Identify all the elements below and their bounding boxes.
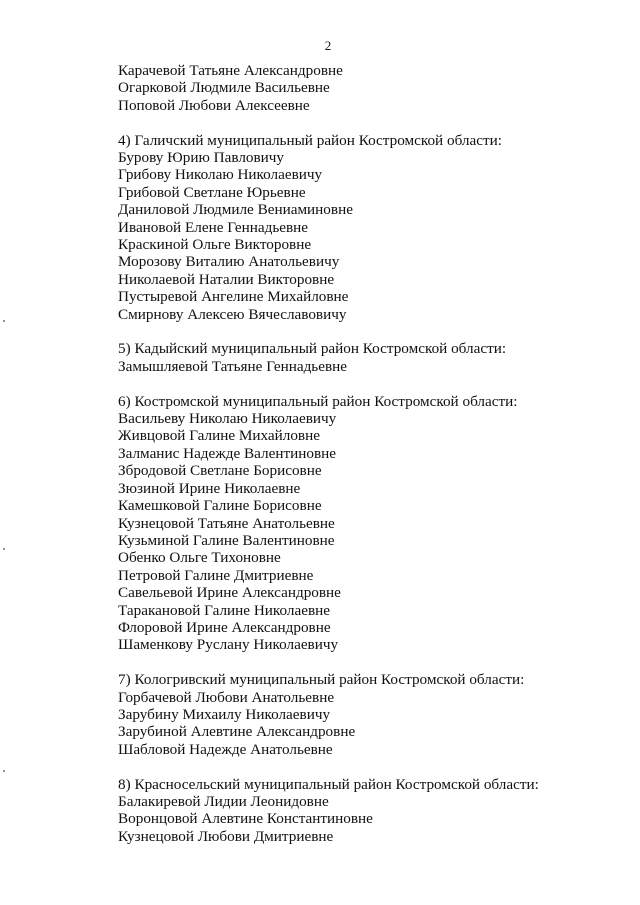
- list-item: Камешковой Галине Борисовне: [118, 497, 322, 515]
- document-body: [118, 62, 618, 845]
- list-item: Савельевой Ирине Александровне: [118, 584, 341, 602]
- scan-artifact: [3, 770, 5, 772]
- scan-artifact: [3, 320, 5, 322]
- list-item: Поповой Любови Алексеевне: [118, 96, 310, 114]
- list-item: Обенко Ольге Тихоновне: [118, 549, 281, 567]
- list-item: Зюзиной Ирине Николаевне: [118, 479, 301, 497]
- list-item: Огарковой Людмиле Васильевне: [118, 79, 330, 97]
- section-kologriv: [118, 671, 618, 758]
- list-item: Смирнову Алексею Вячеславовичу: [118, 305, 347, 323]
- list-item: Шаменкову Руслану Николаевичу: [118, 636, 339, 654]
- list-item: Васильеву Николаю Николаевичу: [118, 410, 337, 428]
- list-item: Таракановой Галине Николаевне: [118, 601, 331, 619]
- list-item: Петровой Галине Дмитриевне: [118, 566, 314, 584]
- list-item: Грибовой Светлане Юрьевне: [118, 183, 306, 201]
- list-item: Морозову Виталию Анатольевичу: [118, 253, 340, 271]
- page-number: 2: [324, 38, 332, 53]
- list-item: Краскиной Ольге Викторовне: [118, 236, 312, 254]
- section-heading: 5) Кадыйский муниципальный район Костромской области:: [118, 340, 507, 358]
- section-heading: 7) Кологривский муниципальный район Костромской области:: [118, 671, 525, 689]
- section-heading: 8) Красносельский муниципальный район Костромской области:: [118, 775, 539, 793]
- list-item: Збродовой Светлане Борисовне: [118, 462, 322, 480]
- list-item: Кузнецовой Татьяне Анатольевне: [118, 514, 335, 532]
- list-item: Горбачевой Любови Анатольевне: [118, 688, 335, 706]
- section-krasnoe: [118, 776, 618, 846]
- list-item: Грибову Николаю Николаевичу: [118, 166, 323, 184]
- list-item: Карачевой Татьяне Александровне: [118, 62, 343, 79]
- list-item: Балакиревой Лидии Леонидовне: [118, 792, 329, 810]
- list-item: Залманис Надежде Валентиновне: [118, 444, 337, 462]
- list-item: Замышляевой Татьяне Геннадьевне: [118, 357, 348, 375]
- list-item: Кузьминой Галине Валентиновне: [118, 531, 335, 549]
- list-item: Николаевой Наталии Викторовне: [118, 270, 335, 288]
- section-kostroma: [118, 393, 618, 654]
- section-heading: 6) Костромской муниципальный район Костромской области:: [118, 392, 518, 410]
- section-kadyi: [118, 340, 618, 375]
- section-heading: 4) Галичский муниципальный район Костромской области:: [118, 131, 502, 149]
- list-item: Зарубиной Алевтине Александровне: [118, 723, 356, 741]
- list-item: Живцовой Галине Михайловне: [118, 427, 320, 445]
- section-galich: [118, 132, 618, 323]
- list-item: Бурову Юрию Павловичу: [118, 149, 285, 167]
- list-item: Зарубину Михаилу Николаевичу: [118, 705, 331, 723]
- scan-artifact: [3, 548, 5, 550]
- list-item: Ивановой Елене Геннадьевне: [118, 218, 309, 236]
- list-item: Шабловой Надежде Анатольевне: [118, 740, 333, 758]
- continued-name-list: [118, 62, 618, 114]
- list-item: Флоровой Ирине Александровне: [118, 618, 331, 636]
- list-item: Даниловой Людмиле Вениаминовне: [118, 201, 353, 219]
- list-item: Кузнецовой Любови Дмитриевне: [118, 827, 334, 845]
- list-item: Воронцовой Алевтине Константиновне: [118, 810, 373, 828]
- list-item: Пустыревой Ангелине Михайловне: [118, 288, 349, 306]
